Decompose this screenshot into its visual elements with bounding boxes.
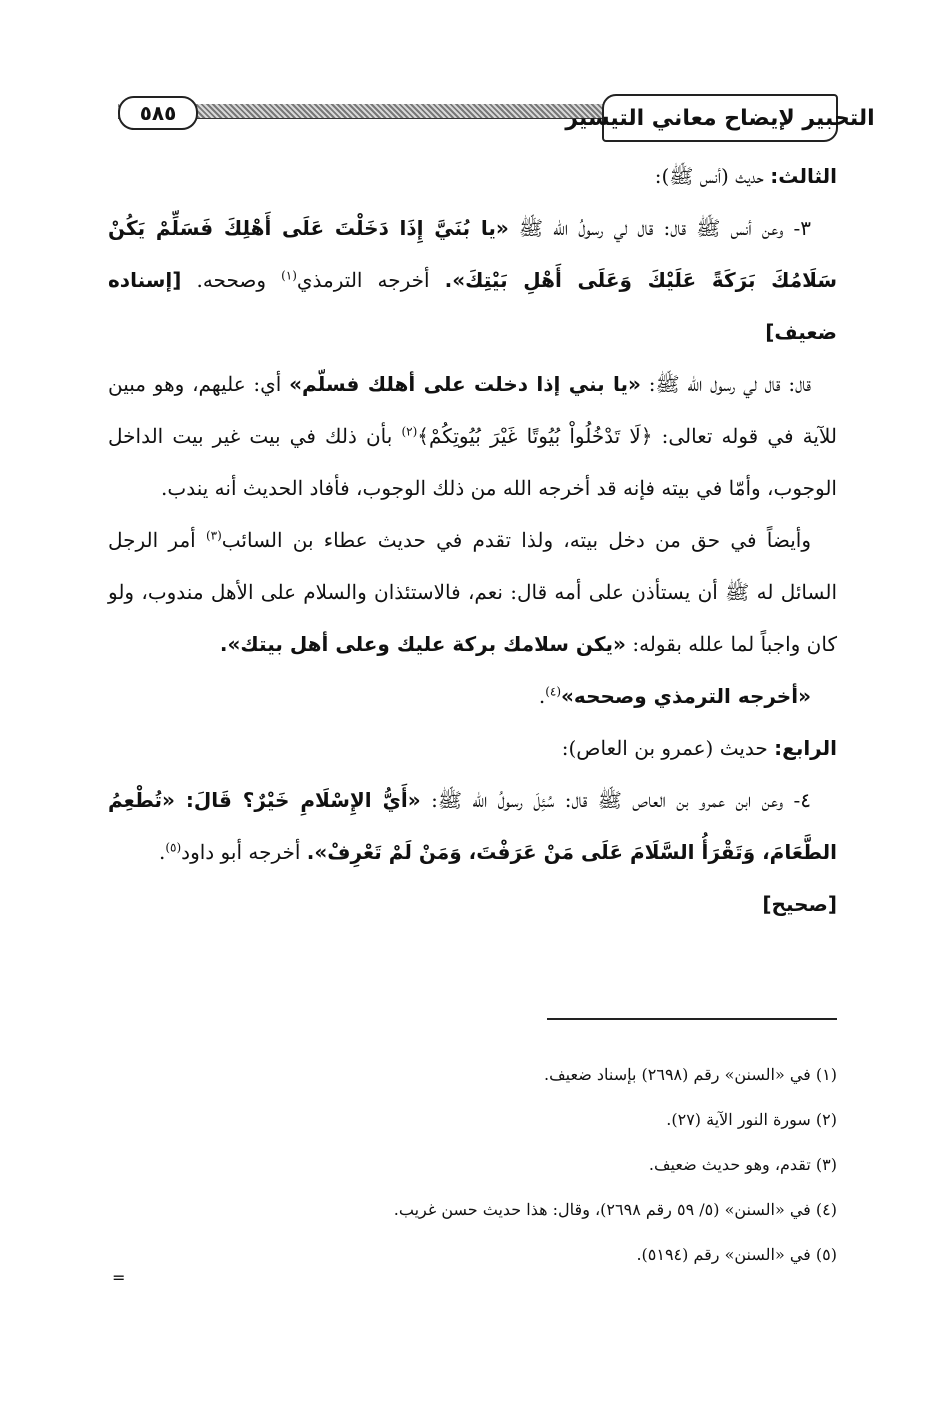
page-number-badge: [118, 96, 198, 130]
footnote-ref: (١): [281, 268, 297, 283]
footnotes: [108, 1052, 837, 1277]
footnote-item: (٣) تقدم، وهو حديث ضعيف.: [648, 1155, 837, 1174]
commentary-text: وأيضاً في حق من دخل بيته، ولذا تقدم في حديث عطاء بن السائب: [221, 528, 812, 552]
commentary-2: [108, 514, 837, 670]
section-title: حديث (عمرو بن العاص):: [561, 736, 768, 760]
section-title: حديث (أنس ﷺ):: [654, 164, 764, 188]
hadith-source: أخرجه الترمذي: [296, 268, 430, 292]
hadith-intro: ٤- وعن ابن عمرو بن العاص ﷺ قال: سُئِلَ رسولُ الله ﷺ:: [431, 788, 811, 812]
commentary-quote: «أخرجه الترمذي وصححه»: [561, 684, 811, 708]
page-header: [98, 94, 875, 146]
hadith-4: [108, 774, 837, 878]
hadith-text: «يا بُنَيَّ إِذَا دَخَلْتَ عَلَى أَهْلِكَ فَسَلِّمْ يَكُنْ سَلَامُكَ بَرَكَةً عَلَيْكَ وَعَلَى أَهْلِ بَيْتِكَ».: [108, 216, 838, 292]
footnote-item: (٤) في «السنن» (٥/ ٥٩ رقم ٢٦٩٨)، وقال: هذا حديث حسن غريب.: [393, 1200, 837, 1219]
commentary-quote: «يا بني إذا دخلت على أهلك فسلّم»: [289, 372, 641, 396]
commentary-text: أي: عليهم، وهو مبين للآية في قوله تعالى: ﴿لَا تَدْخُلُواْ بُيُوتًا غَيْرَ بُيُوتِكُمْ﴾: [108, 372, 838, 448]
section-third-heading: [108, 150, 837, 202]
footnote-ref: (٥): [165, 840, 182, 855]
commentary-text: أمر الرجل السائل له ﷺ أن يستأذن على أمه قال: نعم، فالاستئذان والسلام على الأهل مندوب، ولو كان واجباً لما علله بقوله:: [108, 528, 837, 656]
commentary-3: [108, 670, 837, 722]
footnote-separator: [547, 1018, 837, 1020]
footnote-item: (٢) سورة النور الآية (٢٧).: [666, 1110, 837, 1129]
main-text: [108, 150, 837, 930]
punctuation: .: [158, 840, 166, 864]
hadith-4-grade-line: [108, 878, 837, 930]
commentary-1: [108, 358, 837, 514]
hadith-text: «أَيُّ الإِسْلَامِ خَيْرٌ؟ قَالَ: «تُطْعِمُ الطَّعَامَ، وَتَقْرَأُ السَّلَامَ عَلَى مَنْ عَرَفْتَ، وَمَنْ لَمْ تَعْرِفْ».: [108, 788, 837, 864]
commentary-text: بأن ذلك في بيت غير بيت الداخل الوجوب، وأمّا في بيته فإنه قد أخرجه الله من ذلك الوجوب، فأفاد الحديث أنه يندب.: [108, 424, 837, 500]
book-title-box: [565, 94, 875, 142]
hadith-source-cont: وصححه.: [196, 268, 267, 292]
bottom-mark: =: [112, 1268, 126, 1287]
hadith-grade: [إسناده ضعيف]: [108, 268, 837, 344]
footnote-ref: (٤): [545, 684, 562, 699]
section-label: الثالث:: [770, 164, 837, 188]
hadith-grade: [صحيح]: [762, 892, 837, 916]
commentary-quote: «يكن سلامك بركة عليك وعلى أهل بيتك».: [219, 632, 626, 656]
section-fourth-heading: [108, 722, 837, 774]
punctuation: .: [538, 684, 546, 708]
book-title: التحبير لإيضاح معاني التيسير: [565, 105, 875, 131]
section-label: الرابع:: [774, 736, 837, 760]
footnote-item: (٥) في «السنن» رقم (٥١٩٤).: [636, 1245, 837, 1264]
footnote-ref: (٣): [205, 528, 222, 543]
page-number: ٥٨٥: [139, 101, 177, 125]
hadith-3: [108, 202, 837, 358]
footnote-item: (١) في «السنن» رقم (٢٦٩٨) بإسناد ضعيف.: [544, 1065, 837, 1084]
commentary-text: قال: قال لي رسول الله ﷺ:: [648, 372, 812, 396]
hadith-intro: ٣- وعن أنس ﷺ قال: قال لي رسولُ الله ﷺ: [518, 216, 811, 240]
footnote-ref: (٢): [401, 424, 418, 439]
hadith-source: أخرجه أبو داود: [181, 840, 301, 864]
